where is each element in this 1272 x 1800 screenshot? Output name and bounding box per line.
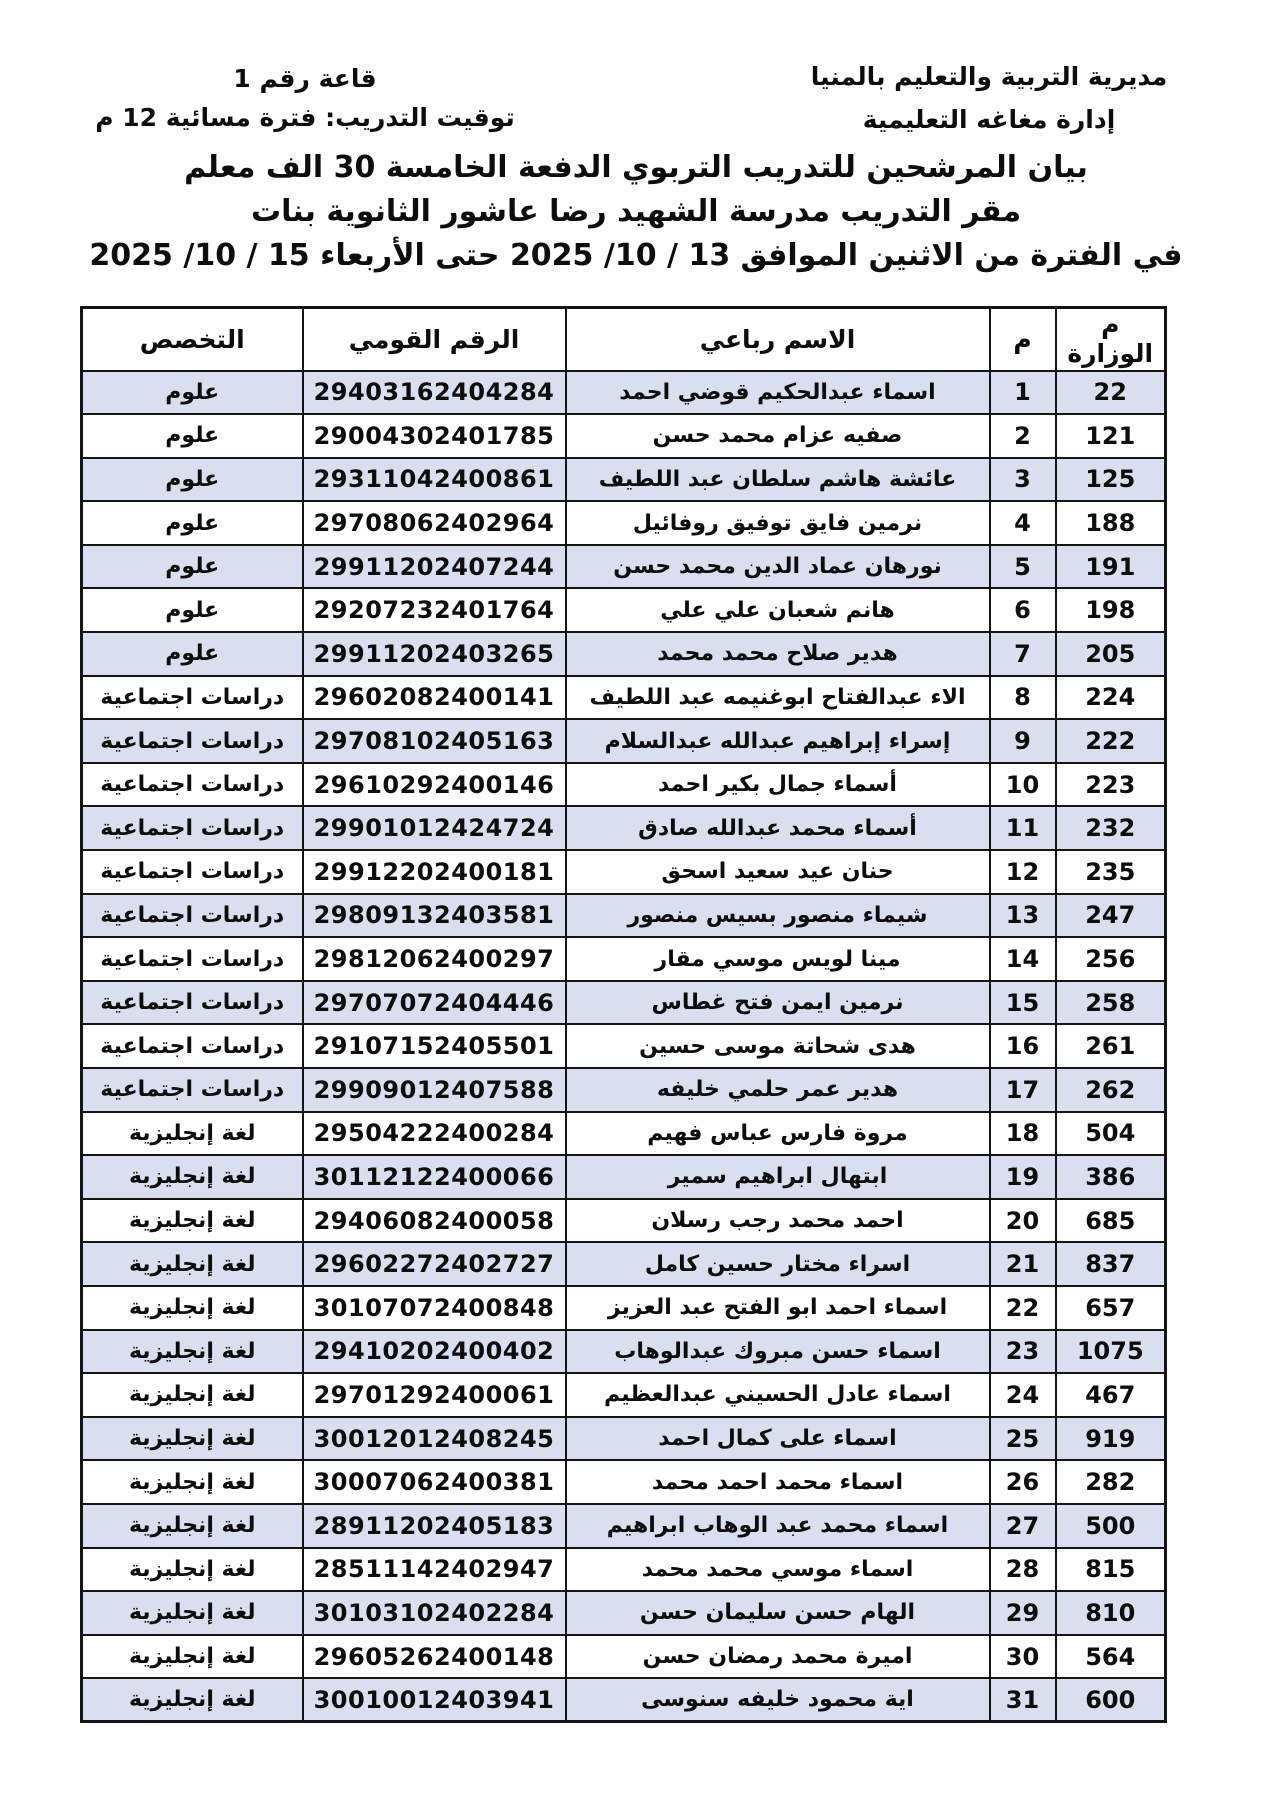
table-row [82,1635,1166,1679]
cell-national-id: 30010012403941 [303,1678,566,1722]
cell-specialization: لغة إنجليزية [82,1591,303,1635]
administration-line: إدارة مغاغه التعليمية [862,104,1116,134]
cell-ministry-no: 256 [1056,937,1166,981]
cell-serial: 12 [990,850,1056,894]
cell-ministry-no: 837 [1056,1242,1166,1286]
cell-national-id: 30012012408245 [303,1417,566,1461]
cell-national-id: 29107152405501 [303,1024,566,1068]
cell-ministry-no: 467 [1056,1373,1166,1417]
cell-specialization: علوم [82,414,303,458]
cell-national-id: 29602272402727 [303,1242,566,1286]
cell-ministry-no: 188 [1056,501,1166,545]
cell-serial: 22 [990,1286,1056,1330]
cell-ministry-no: 191 [1056,545,1166,589]
cell-ministry-no: 810 [1056,1591,1166,1635]
cell-ministry-no: 258 [1056,981,1166,1025]
cell-ministry-no: 262 [1056,1068,1166,1112]
cell-national-id: 29809132403581 [303,894,566,938]
cell-ministry-no: 125 [1056,458,1166,502]
cell-serial: 31 [990,1678,1056,1722]
cell-ministry-no: 224 [1056,676,1166,720]
cell-serial: 25 [990,1417,1056,1461]
cell-name: اسماء عبدالحكيم قوضي احمد [566,371,990,415]
cell-specialization: دراسات اجتماعية [82,763,303,807]
cell-serial: 29 [990,1591,1056,1635]
organization-header [764,56,1214,141]
cell-name: أسماء جمال بكير احمد [566,763,990,807]
cell-name: هدير عمر حلمي خليفه [566,1068,990,1112]
cell-national-id: 29812062400297 [303,937,566,981]
cell-name: ابتهال ابراهيم سمير [566,1155,990,1199]
table-row [82,1417,1166,1461]
table-row [82,806,1166,850]
cell-name: هدى شحاتة موسى حسين [566,1024,990,1068]
cell-serial: 28 [990,1548,1056,1592]
cell-national-id: 29004302401785 [303,414,566,458]
cell-serial: 8 [990,676,1056,720]
cell-specialization: علوم [82,588,303,632]
cell-ministry-no: 564 [1056,1635,1166,1679]
cell-specialization: لغة إنجليزية [82,1199,303,1243]
cell-ministry-no: 232 [1056,806,1166,850]
cell-specialization: لغة إنجليزية [82,1460,303,1504]
cell-national-id: 30007062400381 [303,1460,566,1504]
cell-name: اسماء موسي محمد محمد [566,1548,990,1592]
cell-ministry-no: 235 [1056,850,1166,894]
cell-name: اسماء عادل الحسيني عبدالعظيم [566,1373,990,1417]
cell-specialization: دراسات اجتماعية [82,981,303,1025]
cell-national-id: 29909012407588 [303,1068,566,1112]
table-row [82,719,1166,763]
col-header-ministry-no: م الوزارة [1056,308,1166,371]
cell-national-id: 29708102405163 [303,719,566,763]
cell-specialization: لغة إنجليزية [82,1242,303,1286]
cell-name: احمد محمد رجب رسلان [566,1199,990,1243]
cell-national-id: 29701292400061 [303,1373,566,1417]
cell-national-id: 28911202405183 [303,1504,566,1548]
table-row [82,763,1166,807]
cell-specialization: لغة إنجليزية [82,1330,303,1374]
table-row [82,1024,1166,1068]
cell-name: اسماء على كمال احمد [566,1417,990,1461]
cell-serial: 13 [990,894,1056,938]
cell-name: أسماء محمد عبدالله صادق [566,806,990,850]
cell-serial: 3 [990,458,1056,502]
cell-ministry-no: 198 [1056,588,1166,632]
cell-national-id: 28511142402947 [303,1548,566,1592]
cell-national-id: 29504222400284 [303,1112,566,1156]
cell-ministry-no: 685 [1056,1199,1166,1243]
cell-ministry-no: 223 [1056,763,1166,807]
table-row [82,1155,1166,1199]
cell-serial: 21 [990,1242,1056,1286]
cell-specialization: لغة إنجليزية [82,1548,303,1592]
cell-serial: 27 [990,1504,1056,1548]
table-row [82,1199,1166,1243]
cell-national-id: 29605262400148 [303,1635,566,1679]
cell-name: هدير صلاح محمد محمد [566,632,990,676]
cell-name: نرمين فايق توفيق روفائيل [566,501,990,545]
cell-serial: 30 [990,1635,1056,1679]
cell-national-id: 29410202400402 [303,1330,566,1374]
title-line-1: بيان المرشحين للتدريب التربوي الدفعة الخامسة 30 الف معلم [184,150,1088,185]
table-row [82,1591,1166,1635]
table-row [82,501,1166,545]
cell-national-id: 29912202400181 [303,850,566,894]
cell-serial: 11 [990,806,1056,850]
cell-specialization: دراسات اجتماعية [82,850,303,894]
cell-national-id: 29602082400141 [303,676,566,720]
title-line-3: في الفترة من الاثنين الموافق 13 / 10/ 2025 حتى الأربعاء 15 / 10/ 2025 [89,238,1183,274]
table-row [82,1112,1166,1156]
cell-serial: 18 [990,1112,1056,1156]
cell-national-id: 30112122400066 [303,1155,566,1199]
cell-name: صفيه عزام محمد حسن [566,414,990,458]
cell-ministry-no: 247 [1056,894,1166,938]
table-row [82,1373,1166,1417]
cell-name: الاء عبدالفتاح ابوغنيمه عبد اللطيف [566,676,990,720]
cell-name: اسماء محمد احمد محمد [566,1460,990,1504]
cell-serial: 1 [990,371,1056,415]
cell-serial: 24 [990,1373,1056,1417]
table-row [82,1548,1166,1592]
cell-specialization: علوم [82,632,303,676]
document-titles [0,146,1272,278]
cell-serial: 26 [990,1460,1056,1504]
cell-name: إسراء إبراهيم عبدالله عبدالسلام [566,719,990,763]
table-row [82,676,1166,720]
cell-serial: 6 [990,588,1056,632]
table-row [82,545,1166,589]
cell-specialization: دراسات اجتماعية [82,1068,303,1112]
cell-ministry-no: 386 [1056,1155,1166,1199]
cell-name: اسراء مختار حسين كامل [566,1242,990,1286]
table-row [82,414,1166,458]
table-row [82,937,1166,981]
cell-serial: 19 [990,1155,1056,1199]
cell-specialization: لغة إنجليزية [82,1417,303,1461]
cell-serial: 20 [990,1199,1056,1243]
cell-ministry-no: 205 [1056,632,1166,676]
cell-specialization: لغة إنجليزية [82,1635,303,1679]
cell-name: اسماء احمد ابو الفتح عبد العزيز [566,1286,990,1330]
cell-ministry-no: 121 [1056,414,1166,458]
cell-name: اميرة محمد رمضان حسن [566,1635,990,1679]
title-line-2: مقر التدريب مدرسة الشهيد رضا عاشور الثانوية بنات [250,194,1022,230]
cell-national-id: 30107072400848 [303,1286,566,1330]
cell-name: عائشة هاشم سلطان عبد اللطيف [566,458,990,502]
cell-ministry-no: 504 [1056,1112,1166,1156]
table-row [82,1330,1166,1374]
cell-name: نورهان عماد الدين محمد حسن [566,545,990,589]
cell-ministry-no: 919 [1056,1417,1166,1461]
directorate-line: مديرية التربية والتعليم بالمنيا [810,62,1168,91]
cell-name: اسماء محمد عبد الوهاب ابراهيم [566,1504,990,1548]
cell-name: الهام حسن سليمان حسن [566,1591,990,1635]
cell-ministry-no: 22 [1056,371,1166,415]
cell-name: هانم شعبان علي علي [566,588,990,632]
cell-specialization: علوم [82,458,303,502]
training-time-line: توقيت التدريب: فترة مسائية 12 م [95,102,515,132]
cell-specialization: دراسات اجتماعية [82,1024,303,1068]
table-row [82,981,1166,1025]
cell-serial: 23 [990,1330,1056,1374]
cell-name: نرمين ايمن فتح غطاس [566,981,990,1025]
cell-specialization: دراسات اجتماعية [82,806,303,850]
cell-ministry-no: 815 [1056,1548,1166,1592]
cell-serial: 14 [990,937,1056,981]
table-row [82,850,1166,894]
cell-ministry-no: 500 [1056,1504,1166,1548]
cell-national-id: 29911202403265 [303,632,566,676]
table-row [82,1068,1166,1112]
cell-serial: 9 [990,719,1056,763]
cell-specialization: لغة إنجليزية [82,1112,303,1156]
cell-national-id: 29207232401764 [303,588,566,632]
cell-name: اسماء حسن مبروك عبدالوهاب [566,1330,990,1374]
cell-specialization: دراسات اجتماعية [82,676,303,720]
cell-national-id: 29610292400146 [303,763,566,807]
cell-serial: 2 [990,414,1056,458]
table-row [82,588,1166,632]
cell-name: مروة فارس عباس فهيم [566,1112,990,1156]
cell-national-id: 29707072404446 [303,981,566,1025]
cell-ministry-no: 222 [1056,719,1166,763]
cell-specialization: علوم [82,371,303,415]
table-row [82,632,1166,676]
table-row [82,1678,1166,1722]
cell-ministry-no: 600 [1056,1678,1166,1722]
candidates-table [80,306,1167,1723]
cell-ministry-no: 261 [1056,1024,1166,1068]
cell-serial: 16 [990,1024,1056,1068]
cell-serial: 7 [990,632,1056,676]
cell-national-id: 30103102402284 [303,1591,566,1635]
cell-serial: 5 [990,545,1056,589]
table-row [82,1504,1166,1548]
table-row [82,1242,1166,1286]
cell-national-id: 29911202407244 [303,545,566,589]
cell-serial: 17 [990,1068,1056,1112]
cell-ministry-no: 282 [1056,1460,1166,1504]
cell-serial: 10 [990,763,1056,807]
session-info [80,60,530,138]
cell-national-id: 29406082400058 [303,1199,566,1243]
cell-specialization: لغة إنجليزية [82,1678,303,1722]
cell-national-id: 29901012424724 [303,806,566,850]
table-row [82,371,1166,415]
cell-specialization: علوم [82,501,303,545]
cell-specialization: لغة إنجليزية [82,1155,303,1199]
table-row [82,1286,1166,1330]
cell-ministry-no: 657 [1056,1286,1166,1330]
cell-national-id: 29403162404284 [303,371,566,415]
table-row [82,1460,1166,1504]
table-row [82,458,1166,502]
room-number-line: قاعة رقم 1 [233,64,377,93]
cell-specialization: لغة إنجليزية [82,1504,303,1548]
cell-name: شيماء منصور بسيس منصور [566,894,990,938]
cell-serial: 15 [990,981,1056,1025]
cell-specialization: لغة إنجليزية [82,1373,303,1417]
cell-national-id: 29708062402964 [303,501,566,545]
cell-specialization: دراسات اجتماعية [82,719,303,763]
cell-specialization: علوم [82,545,303,589]
cell-name: مينا لويس موسي مقار [566,937,990,981]
table-row [82,894,1166,938]
cell-ministry-no: 1075 [1056,1330,1166,1374]
col-header-specialization: التخصص [82,308,303,371]
col-header-name: الاسم رباعي [566,308,990,371]
cell-name: اية محمود خليفه سنوسى [566,1678,990,1722]
cell-serial: 4 [990,501,1056,545]
col-header-serial: م [990,308,1056,371]
cell-specialization: دراسات اجتماعية [82,894,303,938]
cell-specialization: دراسات اجتماعية [82,937,303,981]
col-header-national-id: الرقم القومي [303,308,566,371]
cell-national-id: 29311042400861 [303,458,566,502]
cell-name: حنان عيد سعيد اسحق [566,850,990,894]
table-header-row [82,308,1166,371]
cell-specialization: لغة إنجليزية [82,1286,303,1330]
